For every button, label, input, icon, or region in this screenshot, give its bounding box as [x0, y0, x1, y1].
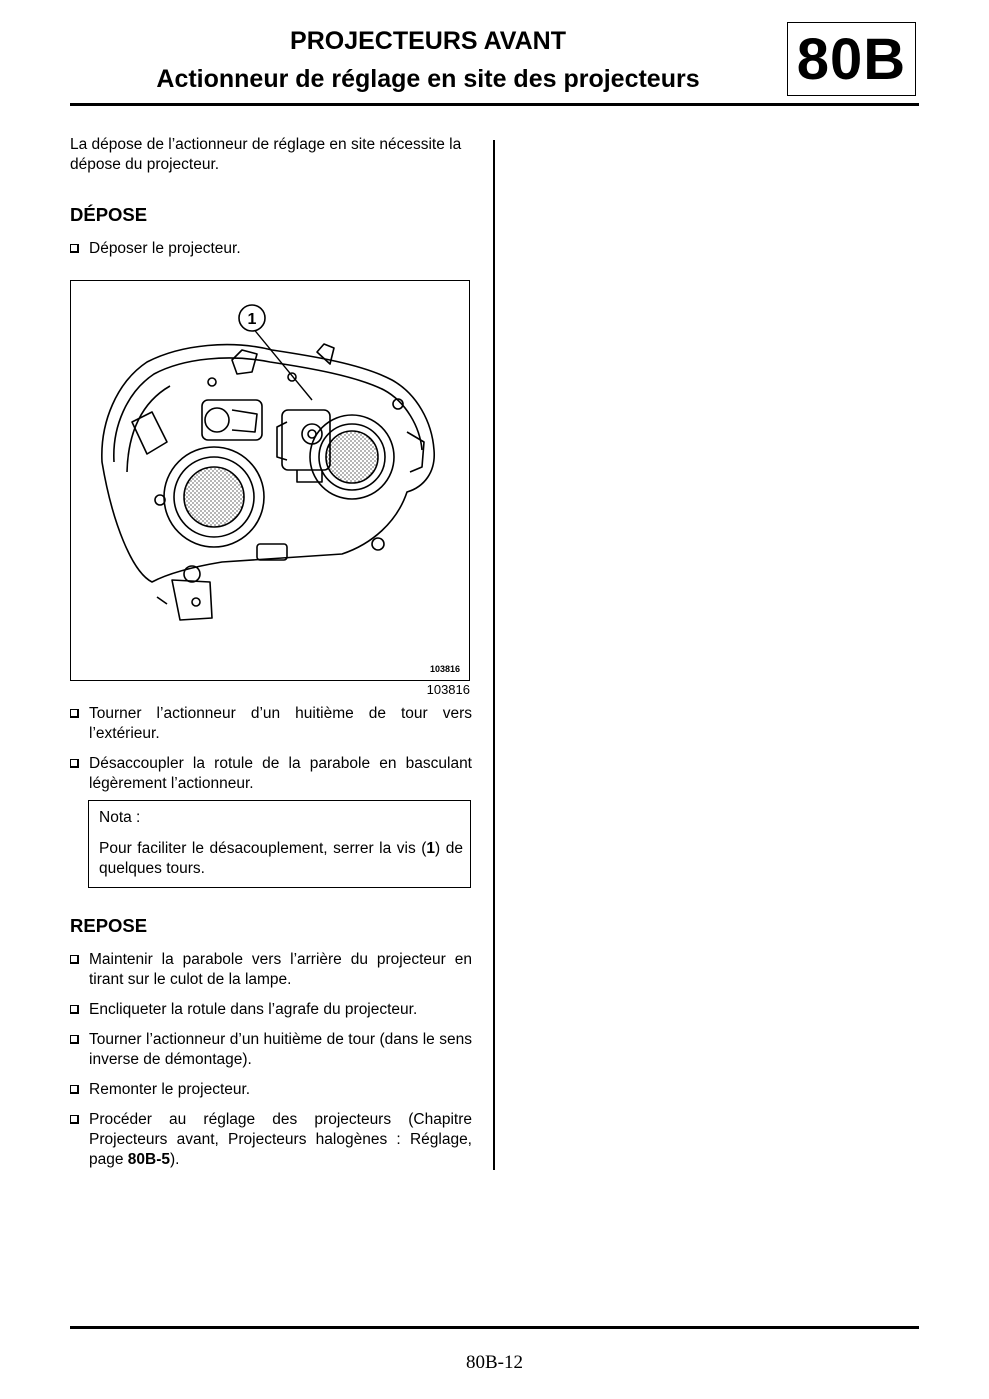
- repose-step-1-text: Maintenir la parabole vers l’arrière du projecteur en tirant sur le culot de la lampe.: [89, 951, 472, 988]
- figure-inner-ref: 103816: [430, 664, 461, 674]
- depose-step-1: [70, 239, 472, 259]
- column-divider: [493, 140, 495, 1170]
- checkbox-bullet-icon: [70, 1115, 79, 1124]
- checkbox-bullet-icon: [70, 1085, 79, 1094]
- footer-divider: [70, 1326, 919, 1329]
- depose-step-2: [70, 704, 472, 744]
- page-number: 80B-12: [466, 1352, 523, 1373]
- nota-label: Nota :: [99, 809, 141, 826]
- headlight-illustration: [72, 282, 468, 679]
- repose-step-2-text: Encliqueter la rotule dans l’agrafe du projecteur.: [89, 1001, 418, 1018]
- page-subtitle: Actionneur de réglage en site des projecteurs: [156, 65, 700, 93]
- repose-step-3-text: Tourner l’actionneur d’un huitième de tour (dans le sens inverse de démontage).: [89, 1031, 472, 1068]
- repose-heading: REPOSE: [70, 915, 148, 936]
- depose-step-3: [70, 754, 472, 794]
- section-code-badge: 80B: [787, 22, 916, 96]
- depose-heading: DÉPOSE: [70, 204, 148, 225]
- header-divider: [70, 103, 919, 106]
- checkbox-bullet-icon: [70, 1035, 79, 1044]
- repose-step-3: [70, 1030, 472, 1070]
- depose-step-2-text: Tourner l’actionneur d’un huitième de tour vers l’extérieur.: [89, 705, 472, 742]
- checkbox-bullet-icon: [70, 955, 79, 964]
- depose-step-1-text: Déposer le projecteur.: [89, 240, 241, 257]
- checkbox-bullet-icon: [70, 244, 79, 253]
- depose-step-3-text: Désaccoupler la rotule de la parabole en basculant légèrement l’actionneur.: [89, 755, 472, 792]
- repose-step-1: [70, 950, 472, 990]
- page-title: PROJECTEURS AVANT: [290, 27, 566, 55]
- repose-step-5-text: Procéder au réglage des projecteurs (Chapitre Projecteurs avant, Projecteurs halogènes : Réglage, page 80B-5).: [89, 1111, 472, 1168]
- checkbox-bullet-icon: [70, 709, 79, 718]
- repose-step-4: [70, 1080, 472, 1100]
- checkbox-bullet-icon: [70, 759, 79, 768]
- intro-paragraph: La dépose de l’actionneur de réglage en site nécessite la dépose du projecteur.: [70, 136, 462, 173]
- nota-text: Pour faciliter le désacouplement, serrer la vis (1) de quelques tours.: [99, 840, 463, 877]
- figure-callout-1: 1: [247, 311, 257, 328]
- checkbox-bullet-icon: [70, 1005, 79, 1014]
- repose-step-5: [70, 1110, 472, 1170]
- repose-step-4-text: Remonter le projecteur.: [89, 1081, 251, 1098]
- figure-ref: 103816: [426, 682, 470, 697]
- repose-step-2: [70, 1000, 472, 1020]
